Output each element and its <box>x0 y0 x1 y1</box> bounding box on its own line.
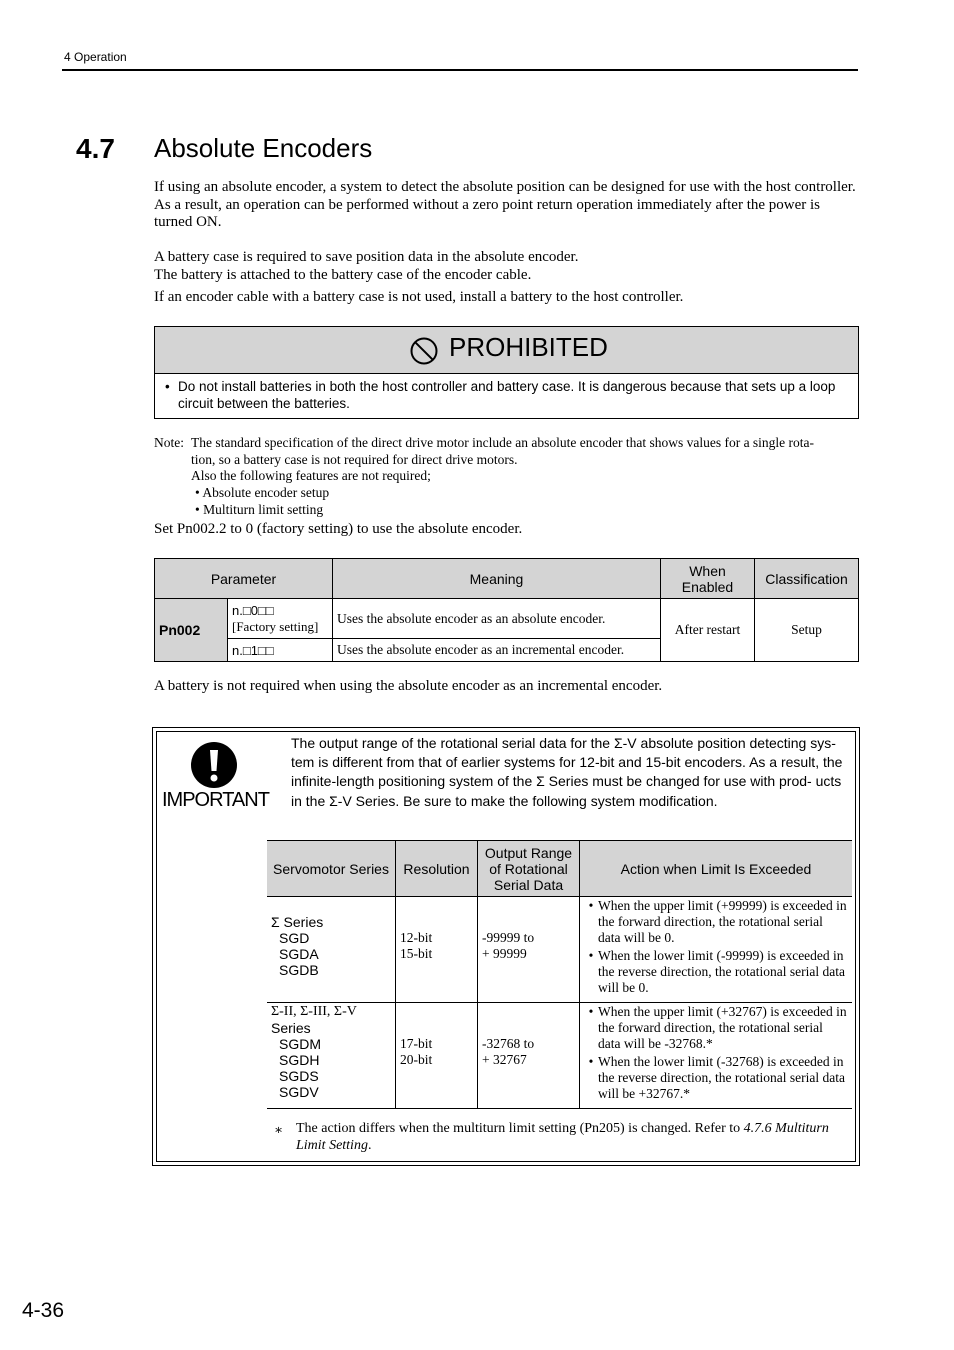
meaning-cell: Uses the absolute encoder as an incremental encoder. <box>333 639 661 662</box>
series-model: SGD <box>279 930 310 946</box>
note-list-item: • Absolute encoder setup <box>195 485 330 500</box>
header-rule <box>62 69 858 71</box>
prohibited-icon <box>409 336 439 366</box>
resolution-value: 20-bit <box>400 1052 433 1067</box>
note-line: The standard specification of the direct drive motor include an absolute encoder that shows values for a single rota- <box>191 435 815 450</box>
important-text: The output range of the rotational serial data for the Σ-V absolute position detecting sys- tem is different from that of earlier systems for 12-bit and 15-bit encoders. As a result, the infinite-length positioning system of the Σ Series must be changed for use with prod- ucts in the Σ-V Series. Be sure to make the following system modification. <box>291 735 843 809</box>
header-parameter: Parameter <box>155 559 333 599</box>
resolution-cell <box>396 1003 478 1109</box>
header-meaning: Meaning <box>333 559 661 599</box>
action-item <box>584 1054 848 1102</box>
series-model: SGDV <box>279 1084 319 1100</box>
action-cell <box>580 1003 853 1109</box>
header-output-range: Output Range of Rotational Serial Data <box>478 841 580 897</box>
action-text: When the upper limit (+99999) is exceeded in the forward direction, the rotational serial data will be 0. <box>598 898 847 945</box>
important-label: IMPORTANT <box>162 789 269 811</box>
note-line: Also the following features are not required; <box>191 468 431 483</box>
table-row <box>267 897 852 1003</box>
series-cell <box>267 1003 396 1109</box>
prohibited-box <box>154 326 859 419</box>
resolution-value: 12-bit <box>400 930 433 945</box>
header-classification: Classification <box>755 559 859 599</box>
battery-attached-line: The battery is attached to the battery case of the encoder cable. <box>154 267 532 283</box>
footnote-text: The action differs when the multiturn limit setting (Pn205) is changed. Refer to <box>296 1121 744 1136</box>
section-number: 4.7 <box>76 133 115 164</box>
range-value: + 99999 <box>482 946 527 961</box>
resolution-value: 15-bit <box>400 946 433 961</box>
resolution-value: 17-bit <box>400 1036 433 1051</box>
classification-cell: Setup <box>755 599 859 662</box>
range-cell <box>478 1003 580 1109</box>
action-text: When the upper limit (+32767) is exceeded in the forward direction, the rotational serial data will be -32768.* <box>598 1004 847 1051</box>
running-header: 4 Operation <box>64 50 127 64</box>
bullet: • <box>588 1054 594 1069</box>
factory-setting: [Factory setting] <box>232 618 319 634</box>
meaning-cell: Uses the absolute encoder as an absolute encoder. <box>333 599 661 639</box>
series-model: SGDA <box>279 946 319 962</box>
exclamation-icon <box>190 741 238 789</box>
series-model: SGDB <box>279 962 319 978</box>
series-title: Σ-II, Σ-III, Σ-V <box>271 1004 357 1019</box>
series-model: SGDS <box>279 1068 319 1084</box>
battery-note: A battery is not required when using the absolute encoder as an incremental encoder. <box>154 678 663 694</box>
bullet: • <box>588 1004 594 1019</box>
prohibited-header <box>155 327 858 374</box>
range-value: -99999 to <box>482 930 535 945</box>
series-cell <box>267 897 396 1003</box>
parameter-table <box>154 558 859 662</box>
header-action: Action when Limit Is Exceeded <box>580 841 853 897</box>
action-item <box>584 898 848 946</box>
servomotor-table <box>267 840 852 1109</box>
footnote <box>296 1121 848 1154</box>
action-item <box>584 1004 848 1052</box>
header-when-enabled: When Enabled <box>661 559 755 599</box>
footnote-mark: ∗ <box>274 1122 284 1137</box>
param-code: n.□1□□ <box>228 639 333 662</box>
series-model: SGDH <box>279 1052 320 1068</box>
set-parameter-text: Set Pn002.2 to 0 (factory setting) to use the absolute encoder. <box>154 521 523 537</box>
intro-paragraph: If using an absolute encoder, a system to detect the absolute position can be designed for use with the host controller. As a result, an operation can be performed without a zero point return operation immediately after the power is turned ON. <box>154 179 856 230</box>
action-cell <box>580 897 853 1003</box>
when-enabled-cell: After restart <box>661 599 755 662</box>
range-value: + 32767 <box>482 1052 527 1067</box>
range-cell <box>478 897 580 1003</box>
section-title: Absolute Encoders <box>154 133 373 163</box>
prohibited-bullet: • <box>165 379 170 394</box>
table-row <box>267 1003 852 1109</box>
header-resolution: Resolution <box>396 841 478 897</box>
footnote-reference-link[interactable]: 4.7.6 Multiturn Limit Setting <box>296 1121 829 1153</box>
battery-case-line: A battery case is required to save position data in the absolute encoder. <box>154 249 579 265</box>
footnote-end: . <box>367 1137 372 1153</box>
prohibited-title: PROHIBITED <box>449 332 608 362</box>
prohibited-text: Do not install batteries in both the host controller and battery case. It is dangerous because that sets up a loop circuit between the batteries. <box>178 379 836 411</box>
action-text: When the lower limit (-32768) is exceeded in the reverse direction, the rotational serial data will be +32767.* <box>598 1054 846 1101</box>
param-cell: Pn002 <box>155 599 228 662</box>
series-title: Σ Series <box>271 914 324 930</box>
action-item <box>584 948 848 996</box>
action-text: When the lower limit (-99999) is exceeded in the reverse direction, the rotational serial data will be 0. <box>598 948 846 995</box>
host-controller-battery-line: If an encoder cable with a battery case is not used, install a battery to the host controller. <box>154 289 684 305</box>
resolution-cell <box>396 897 478 1003</box>
note-list-item: • Multiturn limit setting <box>195 502 324 517</box>
param-code-cell <box>228 599 333 639</box>
page-number: 4-36 <box>22 1299 65 1322</box>
series-model: SGDM <box>279 1036 321 1052</box>
bullet: • <box>588 948 594 963</box>
series-title: Series <box>271 1020 311 1036</box>
param-code: n.□0□□ <box>232 602 274 618</box>
bullet: • <box>588 898 594 913</box>
note-line: tion, so a battery case is not required for direct drive motors. <box>191 452 518 467</box>
range-value: -32768 to <box>482 1036 535 1051</box>
header-series: Servomotor Series <box>267 841 396 897</box>
note-label: Note: <box>154 435 184 450</box>
